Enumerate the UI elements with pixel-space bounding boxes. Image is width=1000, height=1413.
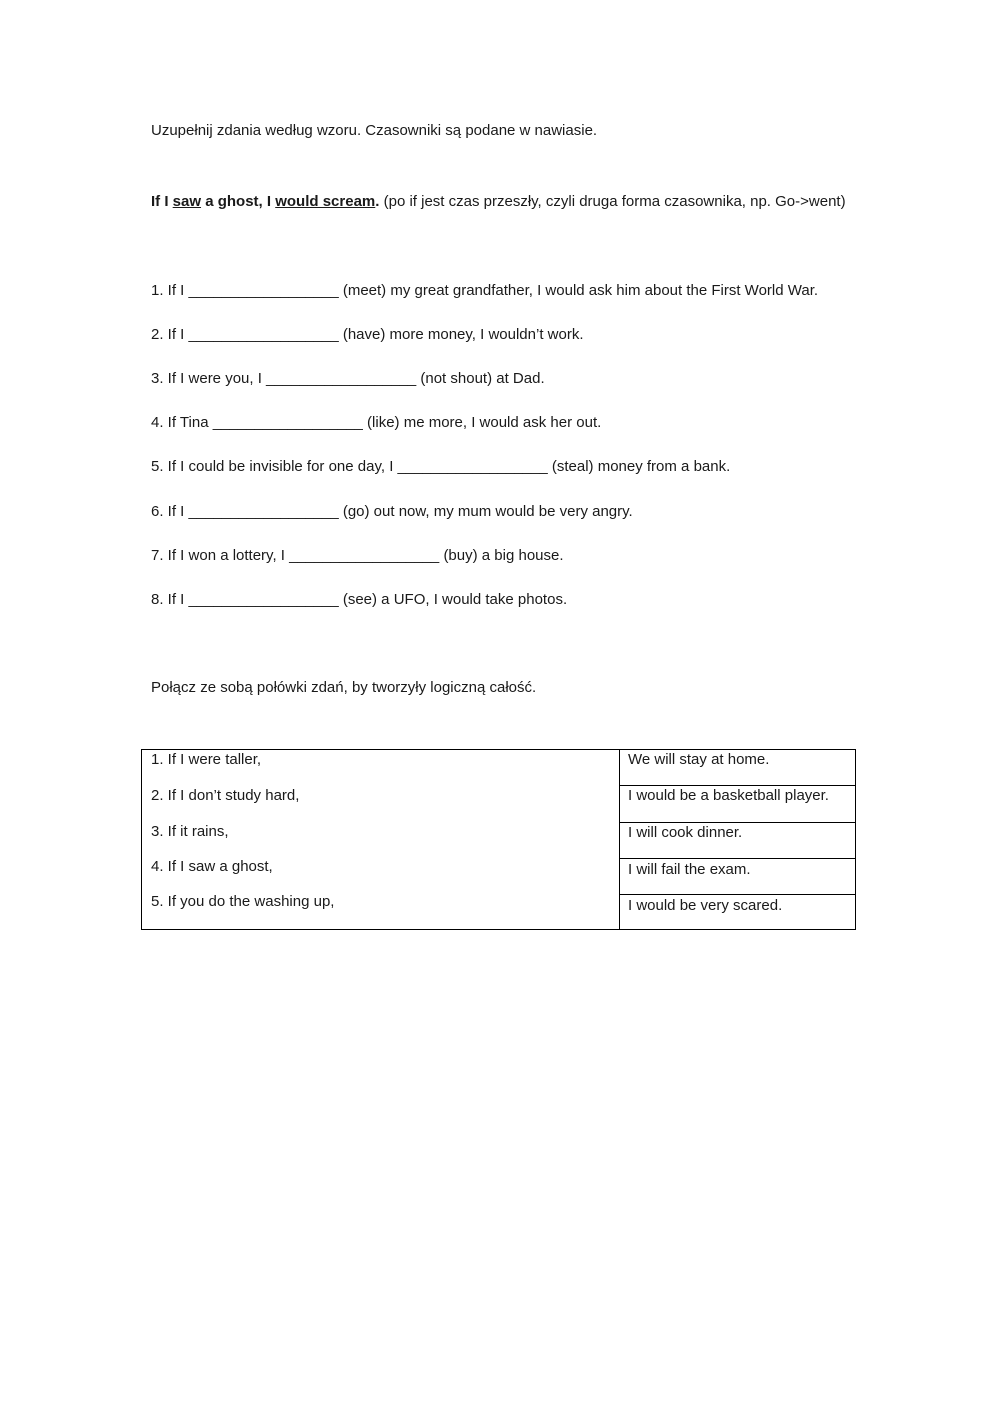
right-half-cell	[620, 750, 855, 786]
right-half-text: We will stay at home.	[628, 751, 770, 768]
right-half-text: I would be a basketball player.	[628, 787, 829, 804]
exercise-item: 2. If I __________________ (have) more money, I wouldn’t work.	[151, 326, 584, 343]
example-part-1: If I	[151, 193, 173, 210]
example-part-5: .	[375, 193, 380, 210]
left-half-item: 2. If I don’t study hard,	[151, 787, 300, 804]
right-half-cell	[620, 895, 855, 929]
right-half-text: I will cook dinner.	[628, 824, 743, 841]
right-half-text: I would be very scared.	[628, 897, 783, 914]
matching-left-column	[142, 750, 620, 929]
example-verb-would-scream: would scream	[275, 193, 376, 210]
left-half-item: 5. If you do the washing up,	[151, 893, 335, 910]
example-note: (po if jest czas przeszły, czyli druga forma czasownika, np. Go->went)	[379, 193, 846, 210]
instruction-match: Połącz ze sobą połówki zdań, by tworzyły logiczną całość.	[151, 679, 537, 696]
exercise-item: 1. If I __________________ (meet) my great grandfather, I would ask him about the First World War.	[151, 282, 819, 299]
example-verb-saw: saw	[172, 193, 202, 210]
exercise-item: 6. If I __________________ (go) out now, my mum would be very angry.	[151, 503, 633, 520]
instruction-fill-in: Uzupełnij zdania według wzoru. Czasowniki są podane w nawiasie.	[151, 122, 598, 139]
matching-table	[141, 749, 856, 930]
right-half-cell	[620, 786, 855, 823]
example-sentence	[151, 193, 846, 211]
exercise-item: 4. If Tina __________________ (like) me more, I would ask her out.	[151, 414, 602, 431]
right-half-cell	[620, 859, 855, 895]
example-part-3: a ghost, I	[201, 193, 276, 210]
left-half-item: 4. If I saw a ghost,	[151, 858, 273, 875]
exercise-item: 7. If I won a lottery, I __________________ (buy) a big house.	[151, 547, 564, 564]
exercise-item: 5. If I could be invisible for one day, I __________________ (steal) money from a bank.	[151, 458, 731, 475]
exercise-item: 3. If I were you, I __________________ (not shout) at Dad.	[151, 370, 545, 387]
right-half-cell	[620, 823, 855, 859]
matching-right-column	[620, 750, 855, 929]
exercise-item: 8. If I __________________ (see) a UFO, I would take photos.	[151, 591, 568, 608]
left-half-item: 3. If it rains,	[151, 823, 229, 840]
right-half-text: I will fail the exam.	[628, 861, 751, 878]
left-half-item: 1. If I were taller,	[151, 751, 262, 768]
